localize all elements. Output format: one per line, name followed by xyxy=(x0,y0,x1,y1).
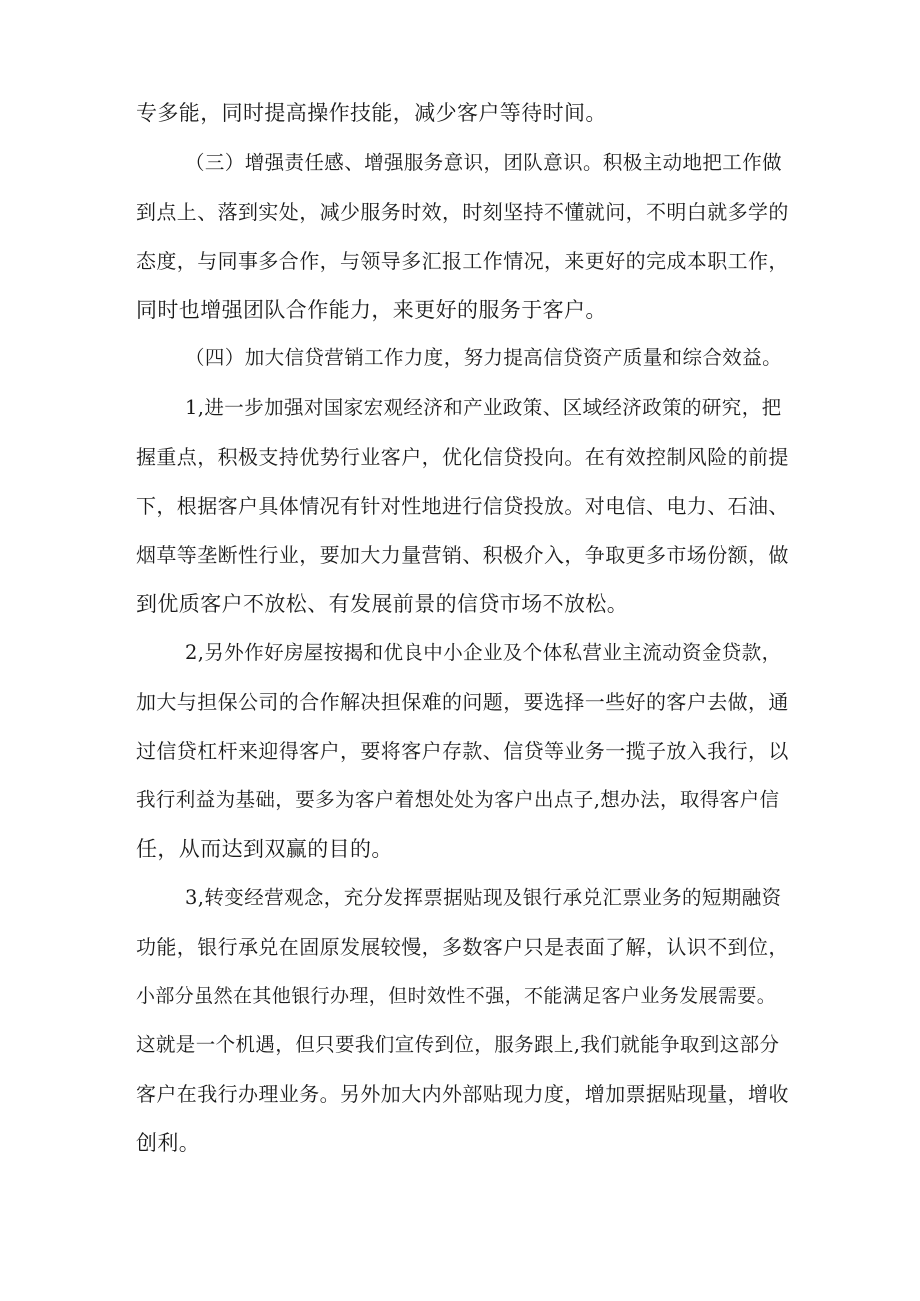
text-line: 专多能，同时提高操作技能，减少客户等待时间。 xyxy=(136,101,607,125)
text-line: 我行利益为基础，要多为客户着想处处为客户出点子,想办法，取得客户信 xyxy=(136,788,780,811)
text-line: 客户在我行办理业务。另外加大内外部贴现力度，增加票据贴现量，增收 xyxy=(136,1082,789,1106)
text-line: （四）加大信贷营销工作力度，努力提高信贷资产质量和综合效益。 xyxy=(185,346,783,369)
text-line: 握重点，积极支持优势行业客户，优化信贷投向。在有效控制风险的前提 xyxy=(136,445,789,469)
text-line: 2,另外作好房屋按揭和优良中小企业及个体私营业主流动资金贷款， xyxy=(185,641,782,664)
text-line: 到优质客户不放松、有发展前景的信贷市场不放松。 xyxy=(136,592,629,616)
text-line: 过信贷杠杆来迎得客户，要将客户存款、信贷等业务一揽子放入我行，以 xyxy=(136,739,789,763)
text-line: 功能，银行承兑在固原发展较慢，多数客户只是表面了解，认识不到位， xyxy=(136,935,789,959)
text-line: 下，根据客户具体情况有针对性地进行信贷投放。对电信、电力、石油、 xyxy=(136,494,789,518)
text-line: 同时也增强团队合作能力，来更好的服务于客户。 xyxy=(136,298,607,322)
text-line: 1,进一步加强对国家宏观经济和产业政策、区域经济政策的研究，把 xyxy=(185,396,782,419)
text-line: （三）增强责任感、增强服务意识，团队意识。积极主动地把工作做 xyxy=(185,151,783,174)
text-line: 到点上、落到实处，减少服务时效，时刻坚持不懂就问，不明白就多学的 xyxy=(136,200,789,224)
text-line: 小部分虽然在其他银行办理，但时效性不强，不能满足客户业务发展需要。 xyxy=(136,985,777,1007)
text-line: 3,转变经营观念，充分发挥票据贴现及银行承兑汇票业务的短期融资 xyxy=(185,886,782,909)
text-line: 烟草等垄断性行业，要加大力量营销、积极介入，争取更多市场份额，做 xyxy=(136,543,789,567)
text-line: 加大与担保公司的合作解决担保难的问题，要选择一些好的客户去做，通 xyxy=(136,690,789,714)
text-line: 创利。 xyxy=(136,1131,201,1155)
text-line: 态度，与同事多合作，与领导多汇报工作情况，来更好的完成本职工作， xyxy=(136,249,789,273)
text-line: 任，从而达到双赢的目的。 xyxy=(136,837,393,861)
text-line: 这就是一个机遇，但只要我们宣传到位，服务跟上,我们就能争取到这部分 xyxy=(136,1033,780,1056)
